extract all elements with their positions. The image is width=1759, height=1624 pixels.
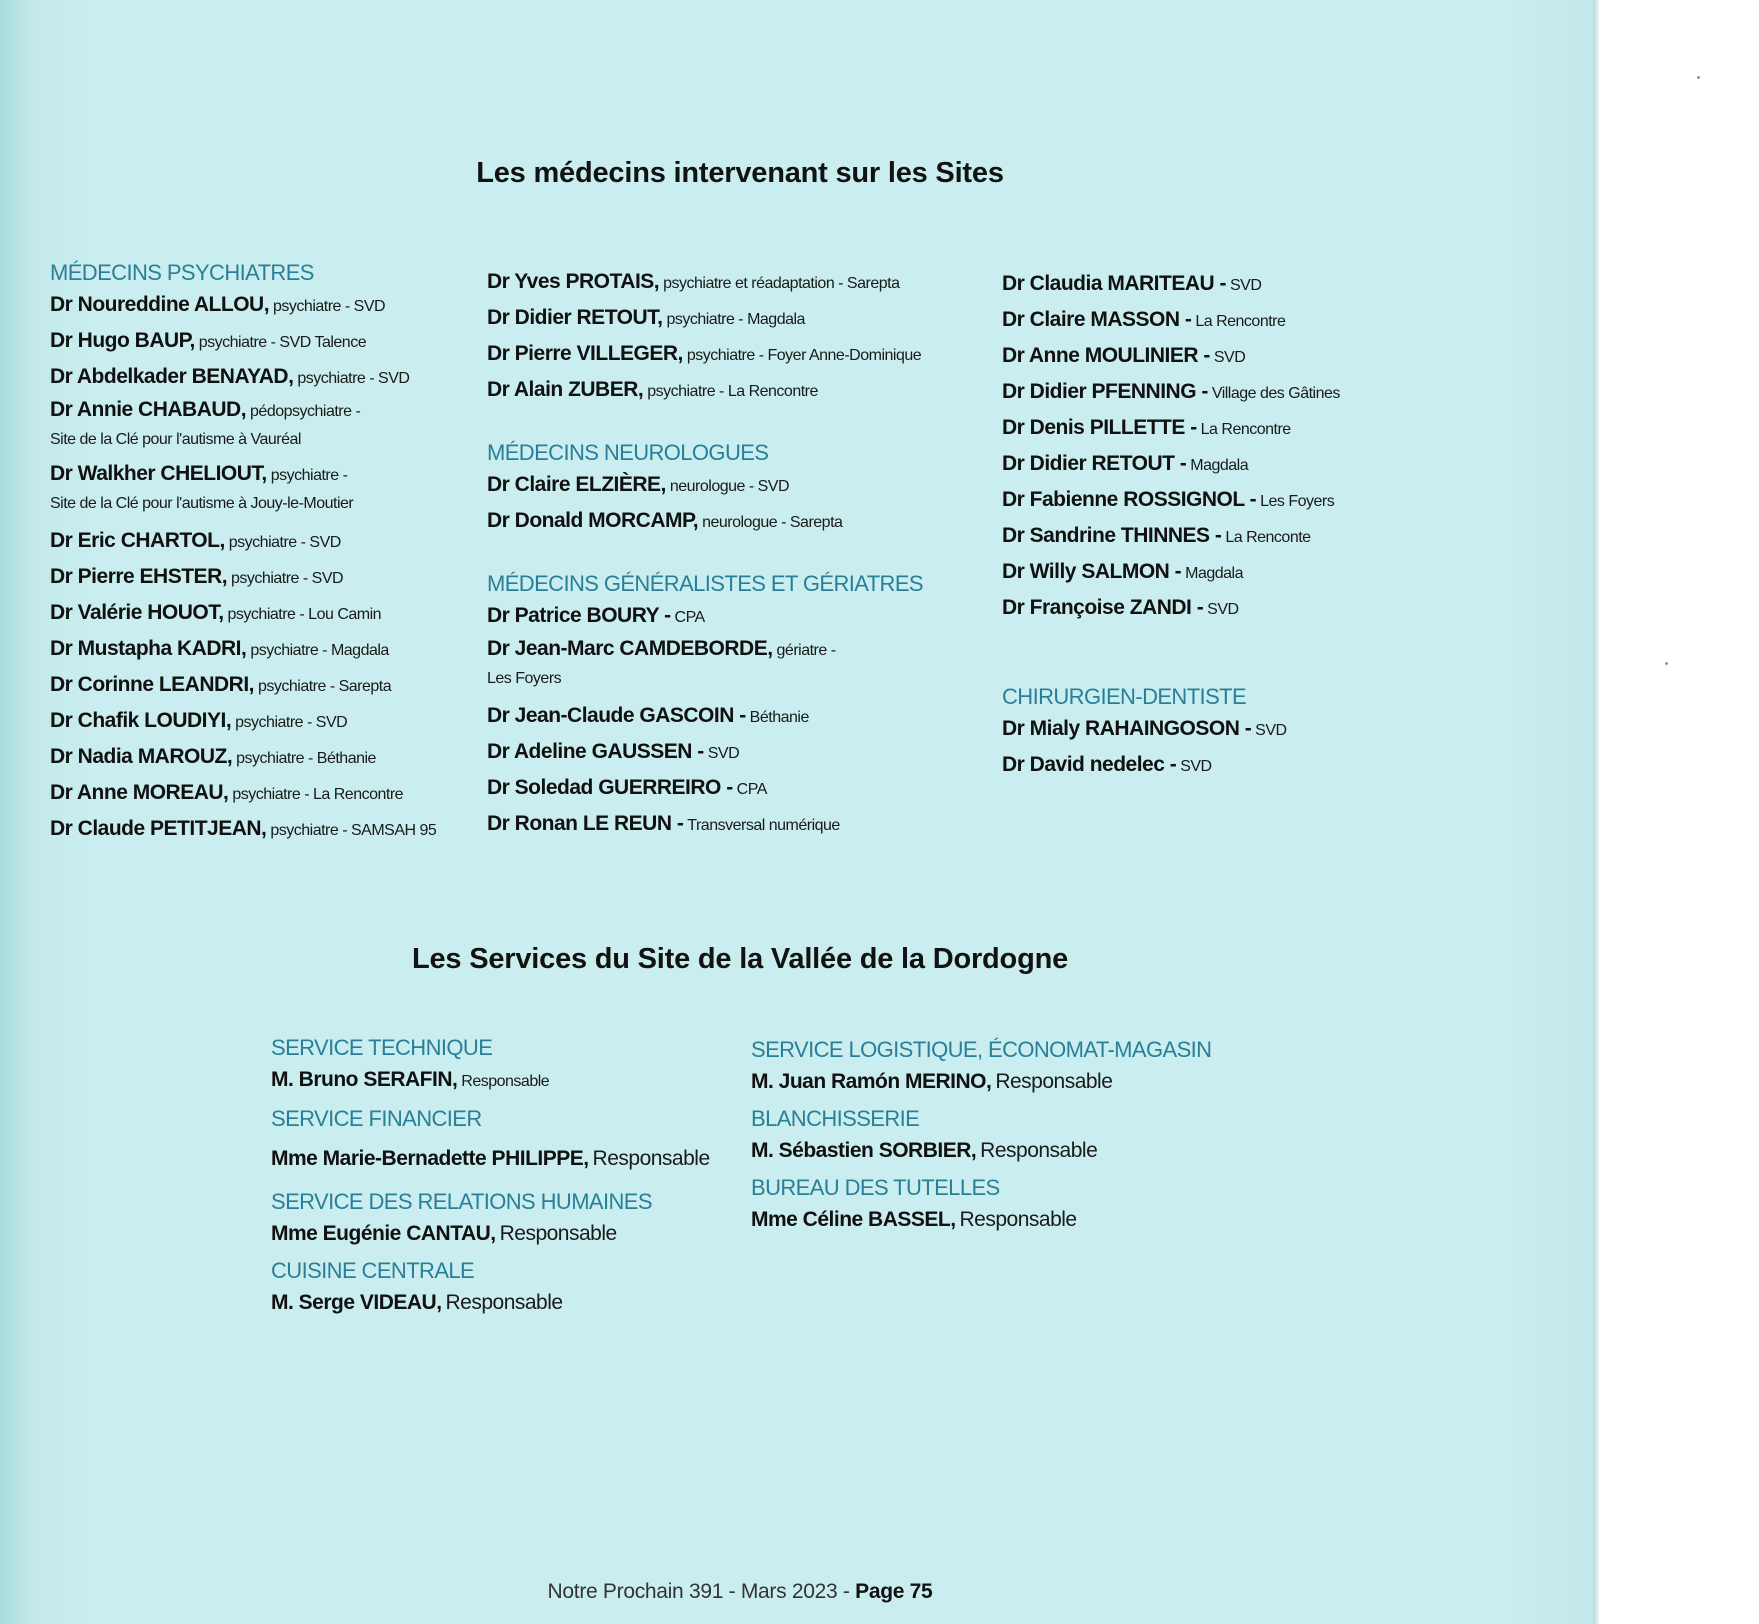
doctor-role: La Rencontre — [1200, 421, 1291, 438]
doctor-name: Dr Sandrine THINNES - — [1002, 524, 1222, 547]
doctor-name: Dr Valérie HOUOT, — [50, 601, 224, 624]
doctor-name: Dr Fabienne ROSSIGNOL - — [1002, 488, 1257, 511]
service-head — [271, 1285, 710, 1321]
doctor-entry — [1002, 747, 1340, 783]
doctor-name: Dr Claire ELZIÈRE, — [487, 473, 666, 496]
doctor-role: psychiatre - Magdala — [666, 311, 805, 328]
doctor-role: Transversal numérique — [687, 817, 840, 834]
doctor-role: SVD — [707, 745, 740, 762]
service-label: SERVICE TECHNIQUE — [271, 1035, 493, 1060]
doctor-name: Dr Denis PILLETTE - — [1002, 416, 1197, 439]
doctor-entry — [50, 323, 436, 359]
doctor-role-site: Site de la Clé pour l'autisme à Vauréal — [50, 431, 301, 448]
service-head-name: M. Bruno SERAFIN, — [271, 1068, 458, 1091]
doctor-entry — [50, 595, 436, 631]
doctor-entry — [1002, 518, 1340, 554]
doctor-entry — [1002, 482, 1340, 518]
doctor-name: Dr Willy SALMON - — [1002, 560, 1182, 583]
doctor-entry — [50, 775, 436, 811]
doctor-name: Dr Nadia MAROUZ, — [50, 745, 233, 768]
doctor-name: Dr Pierre VILLEGER, — [487, 342, 683, 365]
doctor-role: Magdala — [1190, 457, 1249, 474]
doctor-role: psychiatre - SVD — [297, 370, 410, 387]
doctor-name: Dr Mialy RAHAINGOSON - — [1002, 717, 1252, 740]
doctor-name: Dr Donald MORCAMP, — [487, 509, 699, 532]
service-label: SERVICE LOGISTIQUE, ÉCONOMAT-MAGASIN — [751, 1037, 1212, 1062]
doctor-name: Dr Jean-Claude GASCOIN - — [487, 704, 746, 727]
doctor-entry — [487, 770, 923, 806]
doctor-entry — [487, 806, 923, 842]
doctor-role: psychiatre - Lou Camin — [227, 606, 382, 623]
doctor-role: neurologue - Sarepta — [702, 514, 843, 531]
doctor-role: psychiatre - SVD — [231, 570, 344, 587]
service-head-name: Mme Eugénie CANTAU, — [271, 1222, 496, 1245]
doctor-entry — [1002, 711, 1340, 747]
section-title-services: Les Services du Site de la Vallée de la Dordogne — [411, 943, 1069, 975]
doctor-entry — [487, 467, 923, 503]
column-neurologues-generalistes — [487, 264, 923, 842]
spacer — [487, 539, 923, 569]
doctor-role: psychiatre - SVD — [235, 714, 348, 731]
service-head-name: M. Juan Ramón MERINO, — [751, 1070, 992, 1093]
doctor-entry — [487, 634, 923, 698]
doctor-role: SVD — [1207, 601, 1239, 618]
doctor-name: Dr Ronan LE REUN - — [487, 812, 684, 835]
doctor-entry — [50, 631, 436, 667]
doctor-entry — [50, 523, 436, 559]
doctor-role: psychiatre - Sarepta — [257, 678, 392, 695]
doctor-entry — [50, 359, 436, 395]
page-footer — [0, 1580, 1480, 1604]
doctor-role: psychiatre - La Rencontre — [232, 786, 404, 803]
doctor-entry — [50, 703, 436, 739]
doctor-name: Dr Anne MOREAU, — [50, 781, 229, 804]
scan-speck — [1697, 76, 1700, 79]
doctor-role: Béthanie — [749, 709, 809, 726]
doctor-role: Village des Gâtines — [1211, 385, 1340, 402]
doctor-name: Dr Claire MASSON - — [1002, 308, 1192, 331]
doctor-name: Dr Hugo BAUP, — [50, 329, 195, 352]
doctor-name: Dr Walkher CHELIOUT, — [50, 462, 267, 485]
doctor-role-site: Site de la Clé pour l'autisme à Jouy-le-Moutier — [50, 495, 354, 512]
services-right-column — [751, 1035, 1211, 1238]
service-label: BLANCHISSERIE — [751, 1106, 920, 1131]
scan-speck — [1665, 662, 1668, 665]
doctor-name: Dr Mustapha KADRI, — [50, 637, 247, 660]
doctor-entry — [487, 503, 923, 539]
doctor-role: psychiatre - Béthanie — [236, 750, 376, 767]
doctor-role: gériatre - — [776, 642, 836, 659]
doctor-role: psychiatre - La Rencontre — [647, 383, 818, 400]
doctor-name: Dr Annie CHABAUD, — [50, 398, 247, 421]
doctor-name: Dr Adeline GAUSSEN - — [487, 740, 704, 763]
doctor-entry — [1002, 266, 1340, 302]
service-head-role: Responsable — [959, 1208, 1077, 1231]
section-title-medecins: Les médecins intervenant sur les Sites — [476, 157, 1004, 189]
doctor-name: Dr Alain ZUBER, — [487, 378, 644, 401]
doctor-role: psychiatre - — [270, 467, 348, 484]
doctor-entry — [1002, 302, 1340, 338]
doctor-entry — [1002, 446, 1340, 482]
category-neurologues: MÉDECINS NEUROLOGUES — [487, 440, 769, 465]
spacer — [1002, 626, 1340, 656]
doctor-role: La Renconte — [1225, 529, 1311, 546]
doctor-entry — [50, 559, 436, 595]
doctor-entry — [50, 395, 436, 459]
service-label: CUISINE CENTRALE — [271, 1258, 475, 1283]
doctor-name: Dr Jean-Marc CAMDEBORDE, — [487, 637, 773, 660]
service-label: BUREAU DES TUTELLES — [751, 1175, 1000, 1200]
doctor-role: Les Foyers — [1260, 493, 1335, 510]
service-head-role: Responsable — [445, 1291, 563, 1314]
doctor-role: psychiatre - Foyer Anne-Dominique — [686, 347, 922, 364]
doctor-role: psychiatre - Magdala — [250, 642, 389, 659]
doctor-name: Dr Anne MOULINIER - — [1002, 344, 1210, 367]
doctor-name: Dr Didier RETOUT, — [487, 306, 663, 329]
doctor-name: Dr Pierre EHSTER, — [50, 565, 228, 588]
doctor-entry — [487, 300, 923, 336]
doctor-role: SVD — [1255, 722, 1287, 739]
doctor-role: SVD — [1180, 758, 1212, 775]
doctor-name: Dr Corinne LEANDRI, — [50, 673, 255, 696]
service-head — [751, 1133, 1211, 1169]
category-psychiatres: MÉDECINS PSYCHIATRES — [50, 260, 314, 285]
doctor-entry — [50, 287, 436, 323]
doctor-entry — [50, 739, 436, 775]
doctor-role: Magdala — [1185, 565, 1243, 582]
doctor-name: Dr Abdelkader BENAYAD, — [50, 365, 294, 388]
service-label: SERVICE DES RELATIONS HUMAINES — [271, 1189, 652, 1214]
doctor-entry — [487, 698, 923, 734]
spacer — [487, 408, 923, 438]
doctor-role: SVD — [1213, 349, 1246, 366]
page-number: Page 75 — [855, 1580, 933, 1603]
category-dentiste: CHIRURGIEN-DENTISTE — [1002, 684, 1247, 709]
doctor-entry — [487, 734, 923, 770]
doctor-entry — [50, 459, 436, 523]
service-head — [751, 1064, 1211, 1100]
doctor-role: psychiatre et réadaptation - Sarepta — [663, 275, 900, 292]
service-head — [271, 1216, 710, 1252]
service-head-role: Responsable — [980, 1139, 1098, 1162]
doctor-name: Dr Chafik LOUDIYI, — [50, 709, 232, 732]
doctor-entry — [1002, 338, 1340, 374]
service-head — [751, 1202, 1211, 1238]
column-psychiatres — [50, 258, 436, 847]
doctor-name: Dr Claudia MARITEAU - — [1002, 272, 1227, 295]
spacer — [271, 1177, 710, 1187]
service-head-name: Mme Marie-Bernadette PHILIPPE, — [271, 1147, 589, 1170]
doctor-role: CPA — [736, 781, 767, 798]
doctor-role-site: Les Foyers — [487, 670, 562, 687]
page-edge — [1593, 0, 1599, 1624]
doctor-entry — [1002, 374, 1340, 410]
doctor-role: pédopsychiatre - — [250, 403, 361, 420]
doctor-entry — [1002, 590, 1340, 626]
doctor-entry — [1002, 410, 1340, 446]
doctor-role: La Rencontre — [1195, 313, 1286, 330]
doctor-entry — [50, 811, 436, 847]
doctor-entry — [487, 336, 923, 372]
service-head-name: Mme Céline BASSEL, — [751, 1208, 956, 1231]
doctor-role: SVD — [1229, 277, 1262, 294]
service-head-role: Responsable — [461, 1073, 550, 1090]
service-head-role: Responsable — [499, 1222, 617, 1245]
doctor-role: psychiatre - SVD — [273, 298, 386, 315]
doctor-name: Dr Claude PETITJEAN, — [50, 817, 267, 840]
doctor-name: Dr Eric CHARTOL, — [50, 529, 225, 552]
doctor-entry — [487, 264, 923, 300]
doctor-role: psychiatre - SVD Talence — [198, 334, 367, 351]
doctor-name: Dr Didier PFENNING - — [1002, 380, 1208, 403]
doctor-role: CPA — [674, 609, 705, 626]
service-head-name: M. Serge VIDEAU, — [271, 1291, 442, 1314]
doctor-name: Dr Noureddine ALLOU, — [50, 293, 270, 316]
category-generalistes: MÉDECINS GÉNÉRALISTES ET GÉRIATRES — [487, 571, 923, 596]
footer-publication: Notre Prochain 391 - Mars 2023 - — [547, 1580, 856, 1603]
doctor-entry — [487, 598, 923, 634]
service-head-role: Responsable — [995, 1070, 1113, 1093]
doctor-name: Dr Françoise ZANDI - — [1002, 596, 1204, 619]
spacer — [1002, 656, 1340, 682]
doctor-role: psychiatre - SVD — [228, 534, 341, 551]
service-head — [271, 1133, 710, 1177]
service-head-name: M. Sébastien SORBIER, — [751, 1139, 977, 1162]
doctor-entry — [1002, 554, 1340, 590]
doctor-role: neurologue - SVD — [669, 478, 790, 495]
column-generalistes-dentiste — [1002, 266, 1340, 783]
service-head — [271, 1062, 710, 1098]
service-head-role: Responsable — [592, 1147, 710, 1170]
doctor-role: psychiatre - SAMSAH 95 — [270, 822, 437, 839]
doctor-name: Dr David nedelec - — [1002, 753, 1177, 776]
services-left-column — [271, 1033, 710, 1321]
doctor-name: Dr Didier RETOUT - — [1002, 452, 1187, 475]
doctor-name: Dr Patrice BOURY - — [487, 604, 671, 627]
doctor-name: Dr Yves PROTAIS, — [487, 270, 660, 293]
doctor-name: Dr Soledad GUERREIRO - — [487, 776, 733, 799]
service-label: SERVICE FINANCIER — [271, 1106, 482, 1131]
doctor-entry — [50, 667, 436, 703]
doctor-entry — [487, 372, 923, 408]
